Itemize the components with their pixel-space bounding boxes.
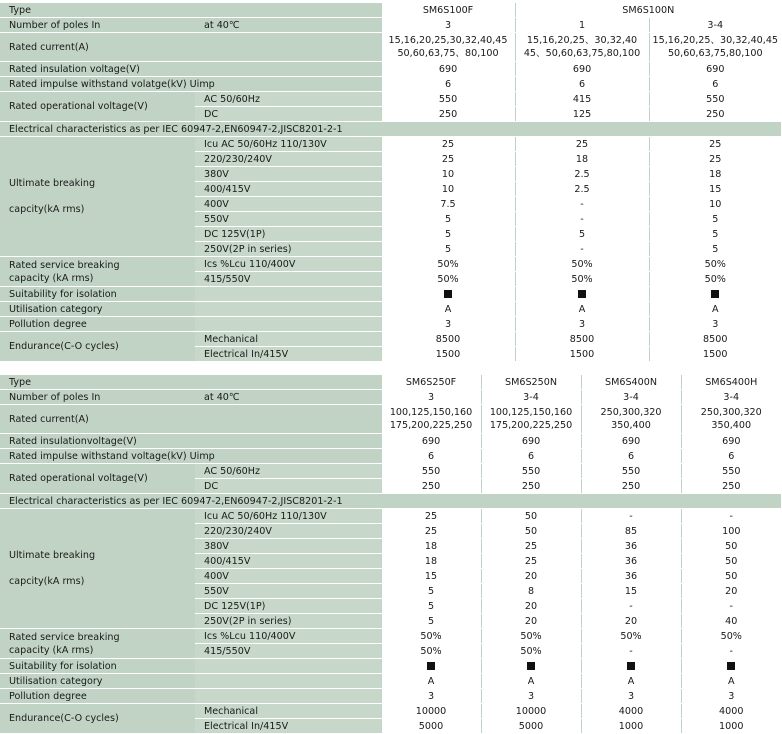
icu-row-label: 250V(2P in series): [195, 242, 381, 257]
isolation-mark: [481, 659, 581, 674]
icu-row-label: DC 125V(1P): [195, 599, 381, 614]
icu-value: 25: [515, 137, 649, 152]
icu-value: 18: [381, 539, 481, 554]
icu-value: 15: [649, 182, 781, 197]
icu-value: 25: [481, 539, 581, 554]
at40-label: at 40℃: [195, 18, 381, 33]
ultimate-label: Ultimate breaking capcity(kA rms): [0, 137, 195, 257]
icu-value: 5: [381, 227, 515, 242]
ultimate-label: Ultimate breaking capcity(kA rms): [0, 509, 195, 629]
icu-value: 50: [681, 539, 781, 554]
poles-label: Number of poles In: [0, 390, 195, 405]
model-header: SM6S250F: [381, 375, 481, 390]
insulation-label: Rated insulation voltage(V): [0, 62, 381, 77]
icu-value: 7.5: [381, 197, 515, 212]
current-value: 15,16,20,25、30,32,40,45 50,60,63,75,80,100: [649, 33, 781, 62]
util-value: A: [381, 302, 515, 317]
icu-value: 20: [481, 599, 581, 614]
op-ac-value: 550: [681, 464, 781, 479]
icu-value: 5: [381, 212, 515, 227]
pollution-value: 3: [681, 689, 781, 704]
elec-value: 5000: [381, 719, 481, 734]
isolation-mark: [649, 287, 781, 302]
icu-row-label: 550V: [195, 584, 381, 599]
isolation-mark: [515, 287, 649, 302]
op-dc-value: 250: [481, 479, 581, 494]
elec-value: 1500: [649, 347, 781, 362]
pollution-value: 3: [381, 317, 515, 332]
icu-value: 40: [681, 614, 781, 629]
spec-table-sm6s250-400: [0, 374, 781, 734]
icu-value: 25: [481, 554, 581, 569]
spec-table-sm6s100: [0, 2, 781, 362]
insulation-value: 690: [481, 434, 581, 449]
op-ac-value: 550: [649, 92, 781, 107]
poles-value: 3-4: [681, 390, 781, 405]
op-ac-value: 550: [581, 464, 681, 479]
icu-row-label: 550V: [195, 212, 381, 227]
icu-value: 15: [581, 584, 681, 599]
icu-value: 5: [381, 599, 481, 614]
mech-value: 8500: [381, 332, 515, 347]
operational-label: Rated operational voltage(V): [0, 92, 195, 122]
isolation-mark: [681, 659, 781, 674]
pollution-value: 3: [649, 317, 781, 332]
op-dc-value: 250: [381, 107, 515, 122]
impulse-value: 6: [381, 449, 481, 464]
ics-value: 50%: [649, 257, 781, 272]
icu-value: -: [515, 242, 649, 257]
model-header: SM6S100N: [515, 3, 781, 18]
op-ac-value: 550: [481, 464, 581, 479]
insulation-value: 690: [515, 62, 649, 77]
impulse-value: 6: [381, 77, 515, 92]
icu-value: 10: [649, 197, 781, 212]
insulation-value: 690: [649, 62, 781, 77]
icu-value: 10: [381, 182, 515, 197]
icu-value: 18: [649, 167, 781, 182]
ics-row-label: 415/550V: [195, 272, 381, 287]
ics-value: 50%: [681, 629, 781, 644]
icu-value: 8: [481, 584, 581, 599]
icu-value: 36: [581, 554, 681, 569]
poles-value: 3: [381, 390, 481, 405]
ics-value: 50%: [481, 629, 581, 644]
mech-value: 8500: [515, 332, 649, 347]
elec-value: 1000: [581, 719, 681, 734]
endurance-label: Endurance(C-O cycles): [0, 332, 195, 362]
icu-value: 10: [381, 167, 515, 182]
icu-row-label: 250V(2P in series): [195, 614, 381, 629]
pollution-label: Pollution degree: [0, 317, 195, 332]
insulation-value: 690: [381, 434, 481, 449]
icu-row-label: Icu AC 50/60Hz 110/130V: [195, 137, 381, 152]
icu-value: 5: [515, 227, 649, 242]
icu-row-label: 400V: [195, 569, 381, 584]
electrical-in-label: Electrical In/415V: [195, 347, 381, 362]
mech-value: 8500: [649, 332, 781, 347]
op-dc-value: 250: [381, 479, 481, 494]
icu-value: 18: [515, 152, 649, 167]
isolation-mark: [581, 659, 681, 674]
current-label: Rated current(A): [0, 405, 195, 434]
poles-value: 3-4: [481, 390, 581, 405]
poles-value: 1: [515, 18, 649, 33]
mechanical-label: Mechanical: [195, 332, 381, 347]
icu-value: 5: [381, 584, 481, 599]
op-ac-value: 550: [381, 464, 481, 479]
icu-value: 25: [381, 137, 515, 152]
pollution-value: 3: [581, 689, 681, 704]
insulation-value: 690: [581, 434, 681, 449]
icu-value: 25: [649, 152, 781, 167]
icu-value: 2.5: [515, 182, 649, 197]
impulse-value: 6: [515, 77, 649, 92]
electrical-label: Electrical characteristics as per IEC 60947-2,EN60947-2,JISC8201-2-1: [0, 494, 381, 509]
ics-value: 50%: [515, 272, 649, 287]
dc-label: DC: [195, 107, 381, 122]
mech-value: 10000: [381, 704, 481, 719]
icu-value: 5: [649, 212, 781, 227]
ics-value: 50%: [381, 257, 515, 272]
icu-value: 85: [581, 524, 681, 539]
icu-value: 25: [381, 152, 515, 167]
icu-value: 25: [649, 137, 781, 152]
icu-value: -: [581, 509, 681, 524]
icu-value: -: [581, 599, 681, 614]
insulation-value: 690: [381, 62, 515, 77]
model-header: SM6S400H: [681, 375, 781, 390]
icu-row-label: 380V: [195, 539, 381, 554]
icu-value: 18: [381, 554, 481, 569]
poles-label: Number of poles In: [0, 18, 195, 33]
current-label: Rated current(A): [0, 33, 195, 62]
op-dc-value: 250: [581, 479, 681, 494]
service-label: Rated service breaking capacity (kA rms): [0, 257, 195, 287]
service-label: Rated service breaking capacity (kA rms): [0, 629, 195, 659]
current-value: 250,300,320 350,400: [681, 405, 781, 434]
icu-value: 50: [681, 554, 781, 569]
impulse-label: Rated impulse withstand voltage(kV) Uimp: [0, 449, 381, 464]
icu-value: 20: [681, 584, 781, 599]
utilisation-label: Utilisation category: [0, 302, 195, 317]
current-value: 100,125,150,160 175,200,225,250: [481, 405, 581, 434]
impulse-value: 6: [481, 449, 581, 464]
op-ac-value: 550: [381, 92, 515, 107]
poles-value: 3-4: [581, 390, 681, 405]
ics-value: 50%: [381, 629, 481, 644]
icu-row-label: 400V: [195, 197, 381, 212]
ics-row-label: 415/550V: [195, 644, 381, 659]
poles-value: 3-4: [649, 18, 781, 33]
mech-value: 4000: [581, 704, 681, 719]
icu-value: -: [515, 212, 649, 227]
ics-value: 50%: [481, 644, 581, 659]
poles-value: 3: [381, 18, 515, 33]
ics-value: 50%: [381, 272, 515, 287]
electrical-in-label: Electrical In/415V: [195, 719, 381, 734]
icu-row-label: 400/415V: [195, 554, 381, 569]
insulation-label: Rated insulationvoltage(V): [0, 434, 381, 449]
mech-value: 4000: [681, 704, 781, 719]
isolation-label: Suitability for isolation: [0, 659, 195, 674]
icu-value: 50: [481, 509, 581, 524]
util-value: A: [515, 302, 649, 317]
op-dc-value: 250: [649, 107, 781, 122]
pollution-value: 3: [381, 689, 481, 704]
icu-value: 25: [381, 524, 481, 539]
icu-row-label: Icu AC 50/60Hz 110/130V: [195, 509, 381, 524]
ics-value: 50%: [515, 257, 649, 272]
util-value: A: [381, 674, 481, 689]
mech-value: 10000: [481, 704, 581, 719]
icu-value: 5: [649, 242, 781, 257]
icu-row-label: 380V: [195, 167, 381, 182]
model-header: SM6S400N: [581, 375, 681, 390]
isolation-mark: [381, 659, 481, 674]
util-value: A: [649, 302, 781, 317]
icu-value: 100: [681, 524, 781, 539]
pollution-value: 3: [515, 317, 649, 332]
icu-value: 2.5: [515, 167, 649, 182]
insulation-value: 690: [681, 434, 781, 449]
electrical-label: Electrical characteristics as per IEC 60947-2,EN60947-2,JISC8201-2-1: [0, 122, 381, 137]
ics-value: -: [681, 644, 781, 659]
icu-value: -: [515, 197, 649, 212]
util-value: A: [581, 674, 681, 689]
elec-value: 1500: [515, 347, 649, 362]
mechanical-label: Mechanical: [195, 704, 381, 719]
impulse-label: Rated impulse withstand volatge(kV) Uimp: [0, 77, 381, 92]
ics-value: -: [581, 644, 681, 659]
ics-value: 50%: [581, 629, 681, 644]
op-ac-value: 415: [515, 92, 649, 107]
icu-value: 36: [581, 569, 681, 584]
pollution-label: Pollution degree: [0, 689, 195, 704]
icu-value: 20: [581, 614, 681, 629]
icu-value: 20: [481, 569, 581, 584]
icu-row-label: 220/230/240V: [195, 524, 381, 539]
icu-value: 5: [649, 227, 781, 242]
icu-row-label: 400/415V: [195, 182, 381, 197]
ics-row-label: Ics %Lcu 110/400V: [195, 629, 381, 644]
icu-value: 5: [381, 242, 515, 257]
operational-label: Rated operational voltage(V): [0, 464, 195, 494]
op-dc-value: 125: [515, 107, 649, 122]
current-value: 100,125,150,160 175,200,225,250: [381, 405, 481, 434]
pollution-value: 3: [481, 689, 581, 704]
icu-value: -: [681, 509, 781, 524]
op-dc-value: 250: [681, 479, 781, 494]
util-value: A: [681, 674, 781, 689]
model-header: SM6S250N: [481, 375, 581, 390]
current-value: 15,16,20,25,30,32,40,45 50,60,63,75、80,100: [381, 33, 515, 62]
at40-label: at 40℃: [195, 390, 381, 405]
current-value: 250,300,320 350,400: [581, 405, 681, 434]
type-label: Type: [0, 3, 381, 18]
isolation-mark: [381, 287, 515, 302]
current-value: 15,16,20,25、30,32,40 45、50,60,63,75,80,100: [515, 33, 649, 62]
icu-value: 20: [481, 614, 581, 629]
impulse-value: 6: [581, 449, 681, 464]
elec-value: 1000: [681, 719, 781, 734]
type-label: Type: [0, 375, 381, 390]
ics-row-label: Ics %Lcu 110/400V: [195, 257, 381, 272]
icu-value: 5: [381, 614, 481, 629]
util-value: A: [481, 674, 581, 689]
endurance-label: Endurance(C-O cycles): [0, 704, 195, 734]
icu-value: 50: [481, 524, 581, 539]
utilisation-label: Utilisation category: [0, 674, 195, 689]
icu-value: 25: [381, 509, 481, 524]
impulse-value: 6: [649, 77, 781, 92]
impulse-value: 6: [681, 449, 781, 464]
elec-value: 5000: [481, 719, 581, 734]
ac-label: AC 50/60Hz: [195, 464, 381, 479]
ics-value: 50%: [649, 272, 781, 287]
icu-value: 15: [381, 569, 481, 584]
icu-row-label: 220/230/240V: [195, 152, 381, 167]
icu-value: 50: [681, 569, 781, 584]
dc-label: DC: [195, 479, 381, 494]
ics-value: 50%: [381, 644, 481, 659]
icu-value: -: [681, 599, 781, 614]
model-header: SM6S100F: [381, 3, 515, 18]
ac-label: AC 50/60Hz: [195, 92, 381, 107]
elec-value: 1500: [381, 347, 515, 362]
icu-value: 36: [581, 539, 681, 554]
isolation-label: Suitability for isolation: [0, 287, 195, 302]
icu-row-label: DC 125V(1P): [195, 227, 381, 242]
